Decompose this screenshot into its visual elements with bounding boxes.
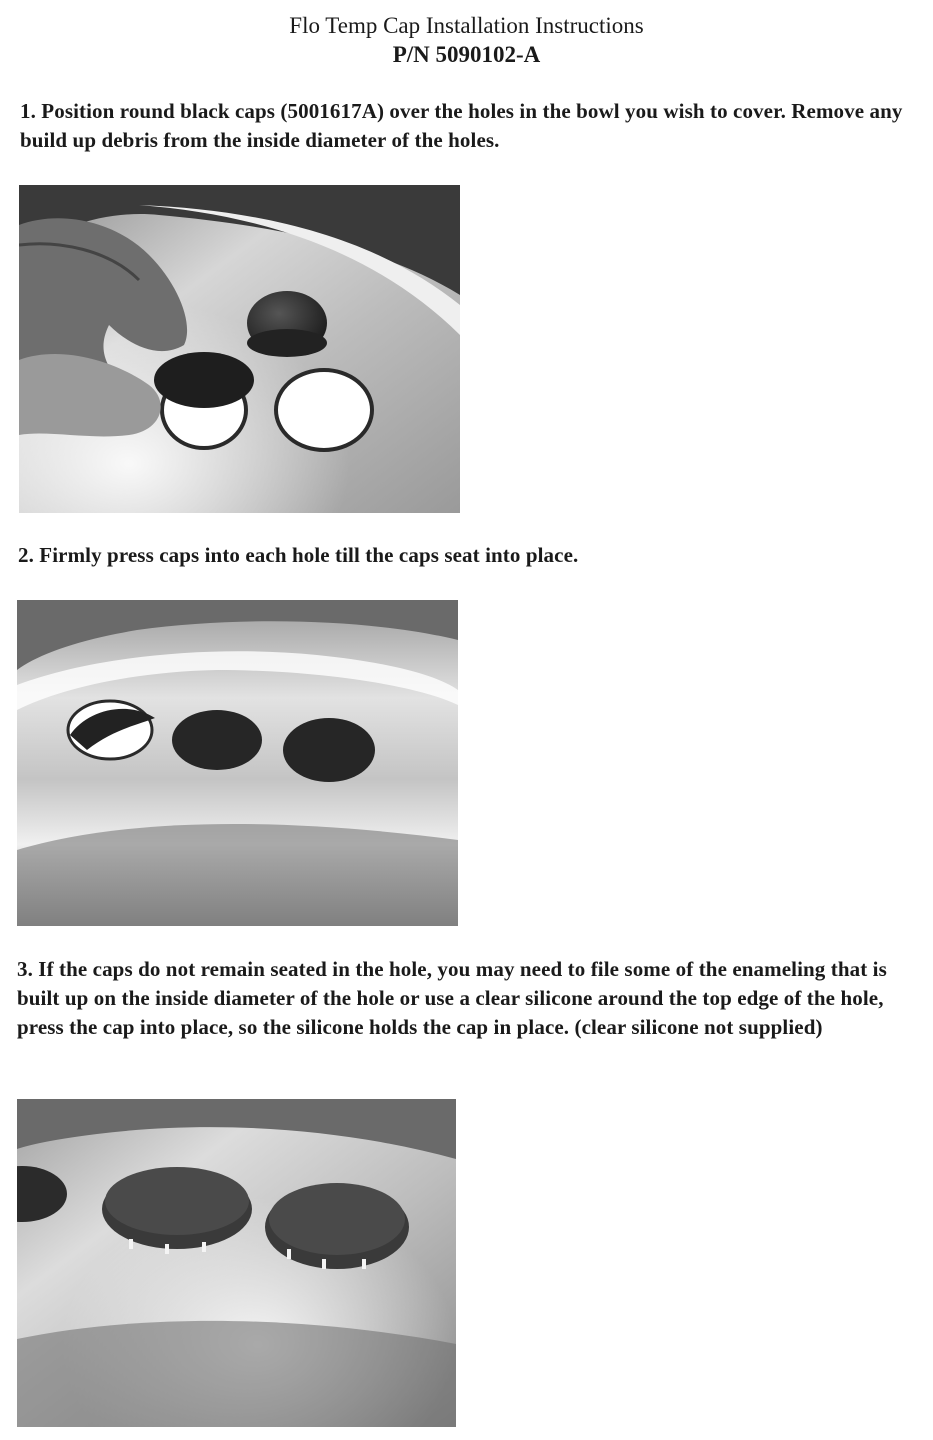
photo-caps-seated (17, 1099, 456, 1427)
photo-hand-placing-caps (19, 185, 460, 513)
part-number: P/N 5090102-A (392, 42, 541, 67)
document-title: Flo Temp Cap Installation Instructions (289, 13, 644, 38)
photo-caps-pressed (17, 600, 458, 926)
step-2-text: 2. Firmly press caps into each hole till the caps seat into place. (18, 543, 579, 567)
step-3-text: 3. If the caps do not remain seated in the hole, you may need to file some of the enameling that is built up on the inside diameter of the hole or use a clear silicone around the top edge of the hole, press the cap into place, so the silicone holds the cap in place. (clear silicone not supplied) (17, 957, 887, 1039)
step-1-text: 1. Position round black caps (5001617A) over the holes in the bowl you wish to cover. Remove any build up debris from the inside diameter of the holes. (20, 99, 903, 152)
